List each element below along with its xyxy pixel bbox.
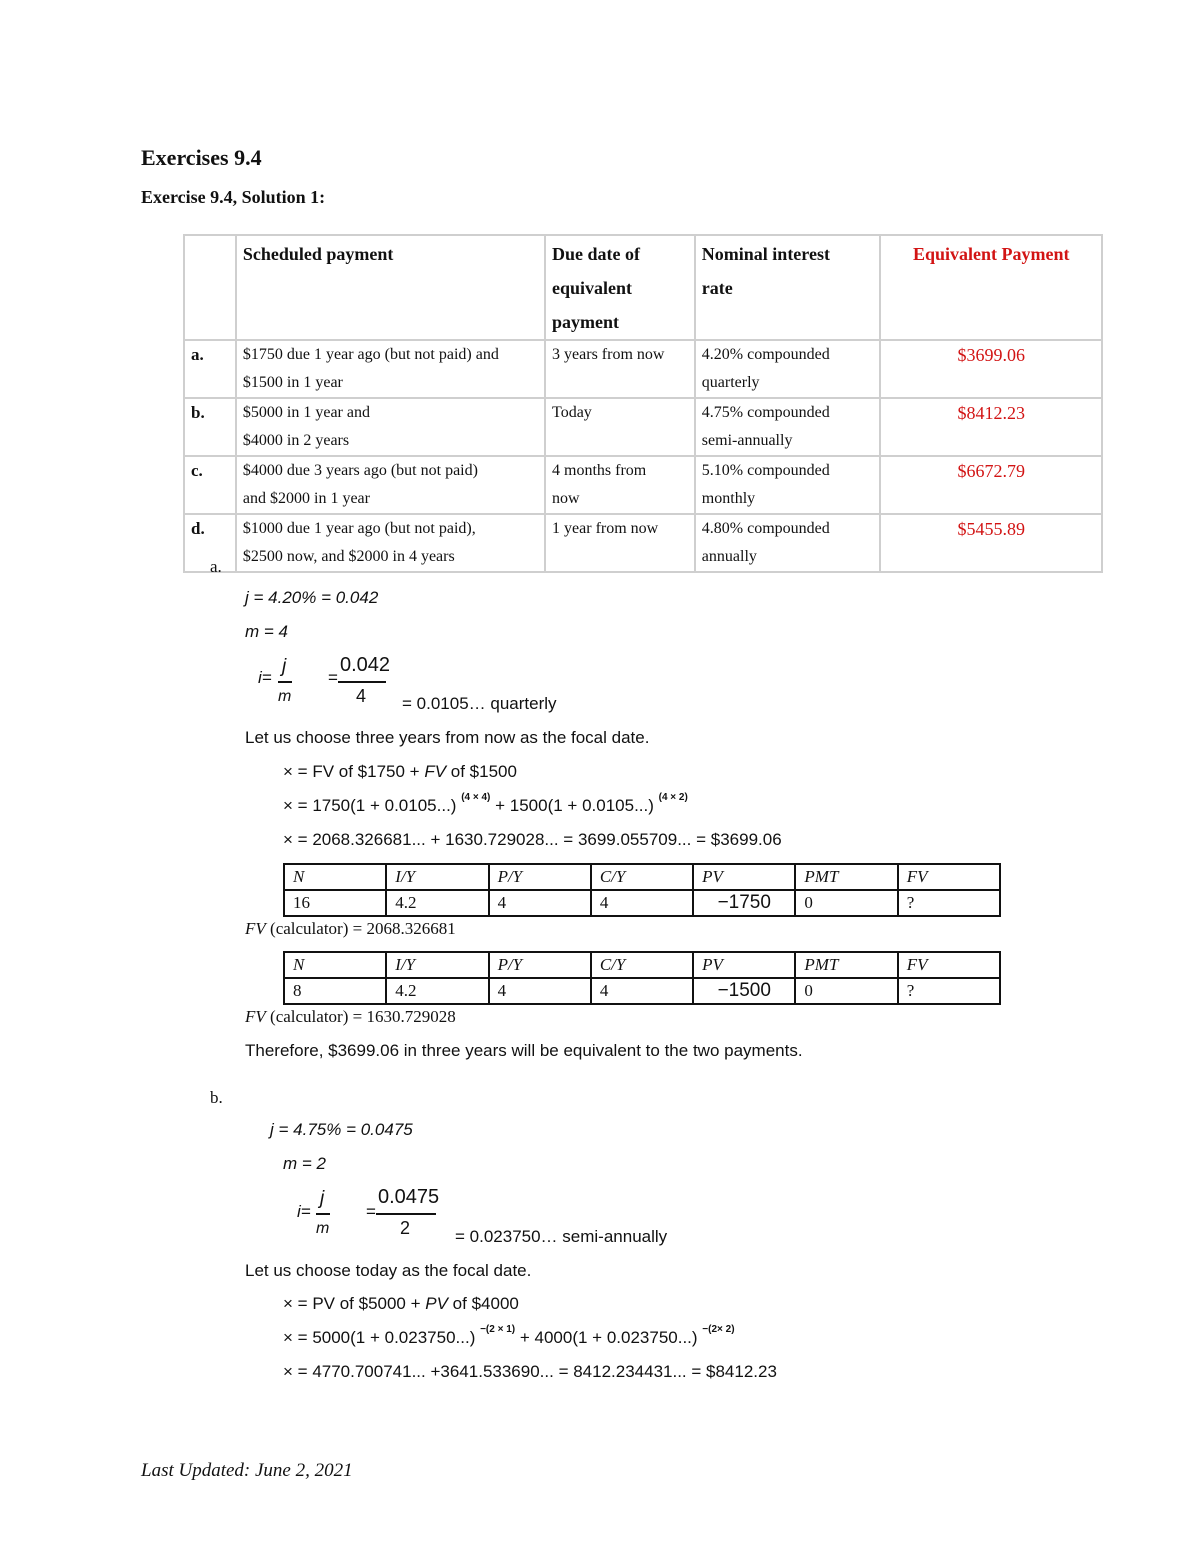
part-b-val-num: 0.0475 <box>378 1186 440 1208</box>
calc-value-row <box>284 978 1000 1004</box>
header-blank <box>184 235 236 340</box>
part-a-m: m = 4 <box>245 622 288 641</box>
calc-header-fv: FV <box>898 952 1000 978</box>
scheduled-cell: $1750 due 1 year ago (but not paid) and $1500 in 1 year <box>236 340 545 398</box>
calc-value-pmt: 0 <box>795 978 897 1004</box>
part-b-val-den: 2 <box>400 1218 411 1238</box>
part-a-equals: = <box>328 668 338 687</box>
part-b-x1: × = PV of $5000 + PV of $4000 <box>283 1294 519 1313</box>
part-a-val-fraction-bar <box>338 681 386 683</box>
part-b-x2: × = 5000(1 + 0.023750...) $^{-(2 \times 1)}$ + 4000(1 + 0.023750...) $^{-(2\times 2)}$ <box>283 1324 735 1347</box>
page-title: Exercises 9.4 <box>141 145 262 170</box>
equivalent-payments-table <box>183 234 1103 573</box>
calc-header-row <box>284 952 1000 978</box>
calc-header-fv: FV <box>898 864 1000 890</box>
part-b-i-fraction-bar <box>316 1213 330 1215</box>
part-a-i-fraction-bar <box>278 681 292 683</box>
calc-value-py: 4 <box>489 978 591 1004</box>
table-row <box>184 514 1102 572</box>
part-a-i-den: m <box>278 688 292 705</box>
part-b-i-num: j <box>320 1188 325 1209</box>
due-cell: Today <box>545 398 695 456</box>
header-rate: Nominal interest rate <box>695 235 881 340</box>
calc-value-iy: 4.2 <box>386 978 488 1004</box>
rate-cell: 4.20% compounded quarterly <box>695 340 881 398</box>
equivalent-cell: $8412.23 <box>880 398 1102 456</box>
calc-header-pmt: PMT <box>795 864 897 890</box>
calc-header-pv: PV <box>693 864 795 890</box>
equivalent-cell: $3699.06 <box>880 340 1102 398</box>
table-row <box>184 340 1102 398</box>
part-a-x2: × = 1750(1 + 0.0105...) $^{(4 \times 4)}$ + 1500(1 + 0.0105...) $^{(4 \times 2)}$ <box>283 792 688 815</box>
due-cell: 4 months from now <box>545 456 695 514</box>
calc-value-fv: ? <box>898 890 1000 916</box>
scheduled-cell: $4000 due 3 years ago (but not paid) and $2000 in 1 year <box>236 456 545 514</box>
part-b-j: j = 4.75% = 0.0475 <box>270 1120 413 1139</box>
part-a-i-symbol: i= <box>258 668 272 687</box>
table-header-row <box>184 235 1102 340</box>
rate-cell: 5.10% compounded monthly <box>695 456 881 514</box>
row-label: b. <box>184 398 236 456</box>
equivalent-cell: $5455.89 <box>880 514 1102 572</box>
footer-last-updated: Last Updated: June 2, 2021 <box>141 1460 353 1481</box>
header-due: Due date of equivalent payment <box>545 235 695 340</box>
scheduled-cell: $1000 due 1 year ago (but not paid), $2500 now, and $2000 in 4 years <box>236 514 545 572</box>
calculator-table-2 <box>283 951 1001 1005</box>
row-label: c. <box>184 456 236 514</box>
part-a-focal: Let us choose three years from now as the focal date. <box>245 728 650 747</box>
calc-value-n: 8 <box>284 978 386 1004</box>
equivalent-cell: $6672.79 <box>880 456 1102 514</box>
due-cell: 1 year from now <box>545 514 695 572</box>
table-row <box>184 456 1102 514</box>
rate-cell: 4.75% compounded semi-annually <box>695 398 881 456</box>
calc-value-iy: 4.2 <box>386 890 488 916</box>
part-a-x3: × = 2068.326681... + 1630.729028... = 3699.055709... = $3699.06 <box>283 830 782 849</box>
calculator-table-1 <box>283 863 1001 917</box>
header-scheduled: Scheduled payment <box>236 235 545 340</box>
calc-value-py: 4 <box>489 890 591 916</box>
calc-value-pv: −1500 <box>693 978 795 1004</box>
header-equivalent: Equivalent Payment <box>880 235 1102 340</box>
part-b-label: b. <box>210 1088 223 1107</box>
calc-value-n: 16 <box>284 890 386 916</box>
calc-header-pv: PV <box>693 952 795 978</box>
calc-value-cy: 4 <box>591 890 693 916</box>
part-a-label: a. <box>210 557 222 576</box>
calc-header-n: N <box>284 864 386 890</box>
part-a-i-num: j <box>282 656 287 677</box>
calc-header-py: P/Y <box>489 864 591 890</box>
row-label: a. <box>184 340 236 398</box>
calc-value-pv: −1750 <box>693 890 795 916</box>
calc-value-row <box>284 890 1000 916</box>
calc1-result: FV (calculator) = 2068.326681 <box>245 919 456 938</box>
part-b-equals: = <box>366 1202 376 1221</box>
part-a-val-num: 0.042 <box>340 654 391 676</box>
calc-header-iy: I/Y <box>386 864 488 890</box>
calc-header-pmt: PMT <box>795 952 897 978</box>
calc-header-iy: I/Y <box>386 952 488 978</box>
calc-header-n: N <box>284 952 386 978</box>
part-a-conclusion: Therefore, $3699.06 in three years will be equivalent to the two payments. <box>245 1041 803 1060</box>
table-row <box>184 398 1102 456</box>
part-b-i-den: m <box>316 1220 330 1237</box>
calc-header-cy: C/Y <box>591 952 693 978</box>
solution-heading: Exercise 9.4, Solution 1: <box>141 187 326 207</box>
calc-value-fv: ? <box>898 978 1000 1004</box>
part-a-x1: × = FV of $1750 + FV of $1500 <box>283 762 517 781</box>
row-label: d. <box>184 514 236 572</box>
part-b-m: m = 2 <box>283 1154 326 1173</box>
due-cell: 3 years from now <box>545 340 695 398</box>
calc-value-cy: 4 <box>591 978 693 1004</box>
calc-value-pmt: 0 <box>795 890 897 916</box>
part-a-i-result: = 0.0105… quarterly <box>402 694 557 713</box>
part-a-j: j = 4.20% = 0.042 <box>245 588 379 607</box>
scheduled-cell: $5000 in 1 year and $4000 in 2 years <box>236 398 545 456</box>
calc-header-row <box>284 864 1000 890</box>
part-b-i-result: = 0.023750… semi-annually <box>455 1227 668 1246</box>
calc-header-cy: C/Y <box>591 864 693 890</box>
part-b-i-symbol: i= <box>297 1202 311 1221</box>
part-b-focal: Let us choose today as the focal date. <box>245 1261 532 1280</box>
part-b-x3: × = 4770.700741... +3641.533690... = 8412.234431... = $8412.23 <box>283 1362 777 1381</box>
rate-cell: 4.80% compounded annually <box>695 514 881 572</box>
part-a-val-den: 4 <box>356 686 367 706</box>
calc2-result: FV (calculator) = 1630.729028 <box>245 1007 456 1026</box>
part-b-val-fraction-bar <box>376 1213 436 1215</box>
calc-header-py: P/Y <box>489 952 591 978</box>
